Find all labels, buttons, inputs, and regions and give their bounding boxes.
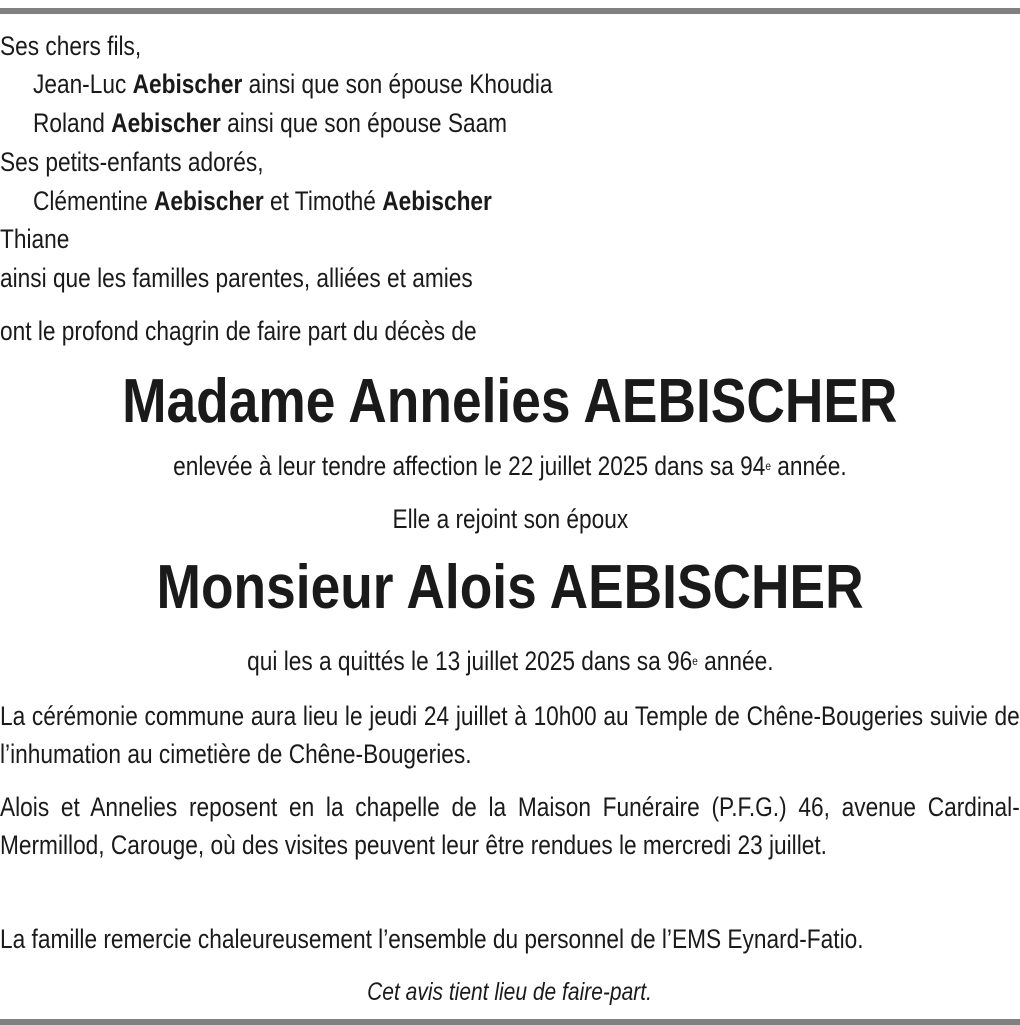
deceased-name-2: Monsieur Alois AEBISCHER [156, 553, 864, 622]
extra-name: Thiane [0, 224, 70, 254]
announcement: ont le profond chagrin de faire part du décès de [0, 316, 477, 346]
bottom-rule [0, 1019, 1020, 1025]
grandchildren-line: Clémentine Aebischer et Timothé Aebischer [33, 186, 492, 216]
surname: Aebischer [111, 108, 221, 138]
families-line: ainsi que les familles parentes, alliées et amies [0, 263, 473, 293]
deceased-1-details: enlevée à leur tendre affection le 22 juillet 2025 dans sa 94e année. [173, 451, 847, 481]
surname: Aebischer [132, 69, 243, 99]
chapel-paragraph: Alois et Annelies reposent en la chapelle de la Maison Funéraire (P.F.G.) 46, avenue Cardinal-Mermillod, Carouge, où des visites peuvent leur être rendues le mercredi 23 juillet. [0, 792, 1020, 860]
son-line-2: Roland Aebischer ainsi que son épouse Saam [33, 108, 508, 138]
thanks-line: La famille remercie chaleureusement l’ensemble du personnel de l’EMS Eynard-Fatio. [0, 924, 864, 954]
ceremony-paragraph: La cérémonie commune aura lieu le jeudi 24 juillet à 10h00 au Temple de Chêne-Bougeries suivie de l’inhumation au cimetière de Chêne-Bougeries. [0, 701, 1020, 769]
son-line-1: Jean-Luc Aebischer ainsi que son épouse Khoudia [33, 69, 553, 99]
deceased-2-details: qui les a quittés le 13 juillet 2025 dans sa 96e année. [246, 646, 774, 676]
surname: Aebischer [154, 186, 264, 216]
surname: Aebischer [382, 186, 492, 216]
closing-note: Cet avis tient lieu de faire-part. [367, 978, 653, 1006]
intro-grandchildren: Ses petits-enfants adorés, [0, 147, 264, 177]
intro-sons: Ses chers fils, [0, 31, 142, 61]
top-rule [0, 8, 1020, 14]
deceased-name-1: Madame Annelies AEBISCHER [122, 367, 898, 436]
joined-line: Elle a rejoint son époux [392, 504, 628, 534]
